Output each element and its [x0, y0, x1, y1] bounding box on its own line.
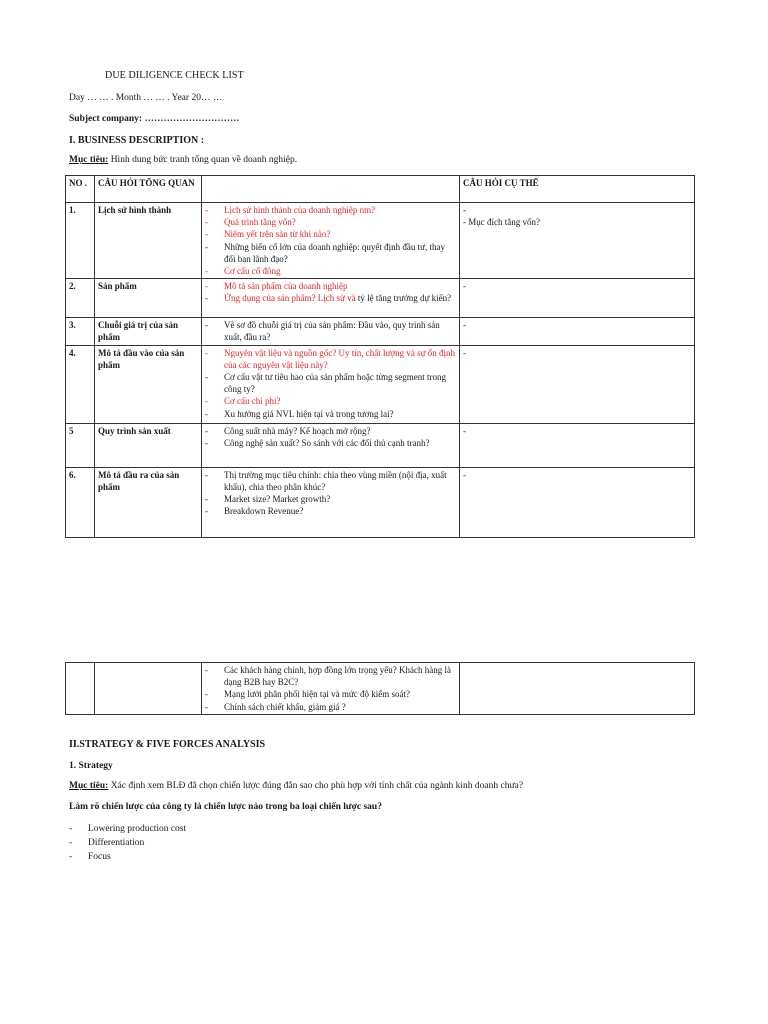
header-general: CÂU HỎI TỔNG QUAN: [95, 176, 202, 203]
question-list: [205, 319, 456, 343]
list-item: - Cơ cấu chi phí?: [205, 395, 456, 407]
subject-value: …………………………: [142, 114, 240, 124]
list-item: - Market size? Market growth?: [205, 493, 456, 505]
header-specific: CÂU HỎI CỤ THỂ: [460, 176, 695, 203]
cell-no: 2.: [66, 279, 95, 318]
specific-question: -: [463, 469, 466, 480]
objective-label: Mục tiêu:: [69, 155, 109, 165]
checklist-table-continued: [65, 662, 695, 715]
question-text: tỷ lệ tăng trưởng dự kiến?: [355, 293, 452, 304]
specific-question: -: [463, 205, 466, 215]
strategy-objective-line: [69, 780, 523, 792]
cell-name: Quy trình sản xuất: [95, 423, 202, 467]
table-header-row: [66, 176, 695, 203]
list-item: - Những biến cố lớn của doanh nghiệp: quyết định đầu tư, thay đổi ban lãnh đạo?: [205, 241, 456, 265]
question-text-red: Ứng dụng của sản phẩm? Lịch sử và: [224, 293, 356, 304]
list-item: - Lịch sử hình thành của doanh nghiệp ntn?: [205, 204, 456, 216]
question-list: [205, 347, 456, 420]
document-title: DUE DILIGENCE CHECK LIST: [105, 70, 244, 81]
list-item: - Cơ cấu cổ đông: [205, 265, 456, 277]
subject-label: Subject company:: [69, 114, 143, 124]
table-row: [66, 279, 695, 318]
cell-name: [95, 663, 202, 715]
list-item: - Thị trường mục tiêu chính: chia theo vùng miền (nội địa, xuất khẩu), chia theo phân khúc?: [205, 469, 456, 493]
cell-name: Chuỗi giá trị của sản phẩm: [95, 318, 202, 345]
table-row: [66, 663, 695, 715]
list-item: - Nguyên vật liệu và nguồn gốc? Uy tín, chất lượng và sự ổn định của các nguyên vật liệu này?: [205, 347, 456, 371]
list-item: [205, 292, 456, 304]
list-item: - Vẽ sơ đồ chuỗi giá trị của sản phẩm: Đầu vào, quy trình sản xuất, đầu ra?: [205, 319, 456, 343]
section-heading-business: I. BUSINESS DESCRIPTION :: [69, 135, 205, 146]
list-item: - Niêm yết trên sàn từ khi nào?: [205, 228, 456, 240]
cell-name: Lịch sử hình thành: [95, 203, 202, 279]
cell-name: Mô tả đầu vào của sản phẩm: [95, 345, 202, 423]
cell-specific: [460, 423, 695, 467]
question-list: [205, 425, 456, 449]
cell-specific: [460, 467, 695, 537]
cell-questions: [202, 663, 460, 715]
cell-specific: [460, 203, 695, 279]
objective-label: Mục tiêu:: [69, 781, 109, 791]
list-item: - Công nghệ sản xuất? So sánh với các đối thủ cạnh tranh?: [205, 437, 456, 449]
list-item: - Mô tả sản phẩm của doanh nghiệp: [205, 280, 456, 292]
cell-questions: [202, 423, 460, 467]
specific-question: -: [463, 281, 466, 292]
objective-text: Hình dung bức tranh tổng quan về doanh nghiệp.: [108, 155, 298, 165]
question-list: [205, 664, 456, 713]
list-item: - Mạng lưới phân phối hiện tại và mức độ kiểm soát?: [205, 688, 456, 700]
table-row: [66, 423, 695, 467]
objective-line: [69, 154, 297, 166]
header-no: NO .: [66, 176, 95, 203]
cell-specific: [460, 663, 695, 715]
specific-question: - Mục đích tăng vốn?: [463, 217, 540, 228]
table-row: [66, 345, 695, 423]
cell-questions: [202, 318, 460, 345]
date-line: Day … … . Month … … . Year 20… …: [69, 93, 223, 103]
cell-specific: [460, 318, 695, 345]
cell-questions: [202, 345, 460, 423]
cell-specific: [460, 345, 695, 423]
table-row: [66, 318, 695, 345]
checklist-table: [65, 175, 695, 538]
list-item: - Breakdown Revenue?: [205, 505, 456, 517]
list-item: - Xu hướng giá NVL hiện tại và trong tương lai?: [205, 408, 456, 420]
cell-no: [66, 663, 95, 715]
list-item: - Lowering production cost: [69, 822, 186, 836]
strategy-options-list: [69, 822, 186, 864]
cell-name: Sản phẩm: [95, 279, 202, 318]
cell-no: 5: [66, 423, 95, 467]
cell-no: 4.: [66, 345, 95, 423]
list-item: - Differentiation: [69, 836, 186, 850]
cell-no: 3.: [66, 318, 95, 345]
question-list: [205, 204, 456, 277]
header-empty: [202, 176, 460, 203]
list-item: - Cơ cấu vật tư tiêu hao của sản phẩm hoặc từng segment trong công ty?: [205, 371, 456, 395]
question-list: [205, 280, 456, 304]
list-item: - Công suất nhà máy? Kế hoạch mở rộng?: [205, 425, 456, 437]
subsection-heading-strategy: 1. Strategy: [69, 761, 113, 771]
cell-specific: [460, 279, 695, 318]
list-item: - Quá trình tăng vốn?: [205, 216, 456, 228]
specific-question: -: [463, 425, 466, 436]
objective-text: Xác định xem BLĐ đã chọn chiến lược đúng đắn sao cho phù hợp với tính chất của ngành kinh doanh chưa?: [108, 781, 524, 791]
list-item: - Focus: [69, 850, 186, 864]
specific-question: -: [463, 347, 466, 358]
table-row: [66, 203, 695, 279]
cell-no: 6.: [66, 467, 95, 537]
cell-questions: [202, 279, 460, 318]
cell-name: Mô tả đầu ra của sản phẩm: [95, 467, 202, 537]
list-item: - Các khách hàng chính, hợp đồng lớn trọng yếu? Khách hàng là dạng B2B hay B2C?: [205, 664, 456, 688]
cell-no: 1.: [66, 203, 95, 279]
specific-question: -: [463, 320, 466, 331]
section-heading-strategy: II.STRATEGY & FIVE FORCES ANALYSIS: [69, 739, 266, 750]
list-item: - Chính sách chiết khấu, giảm giá ?: [205, 701, 456, 713]
strategy-question: Làm rõ chiến lược của công ty là chiến lược nào trong ba loại chiến lược sau?: [69, 802, 382, 812]
cell-questions: [202, 203, 460, 279]
cell-questions: [202, 467, 460, 537]
subject-company: [69, 113, 239, 125]
question-list: [205, 469, 456, 518]
table-row: [66, 467, 695, 537]
